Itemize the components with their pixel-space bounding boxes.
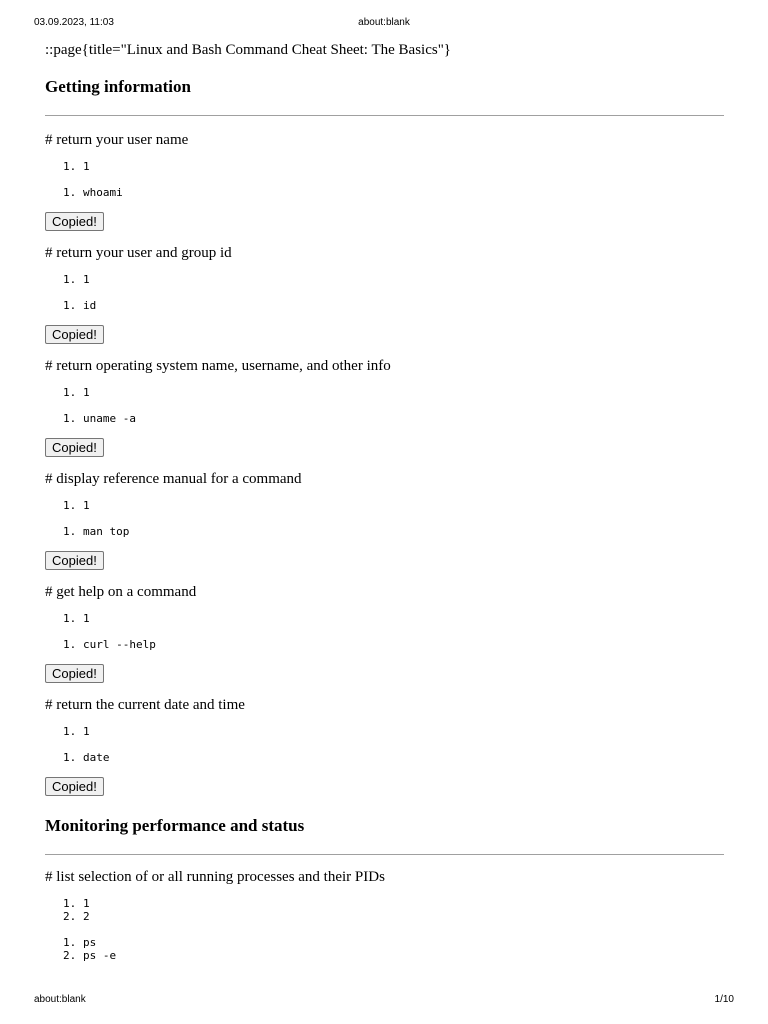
command-comment: # return your user and group id: [45, 245, 232, 261]
line-number-list: [45, 897, 724, 923]
copy-button[interactable]: Copied!: [45, 777, 104, 796]
line-number: 2: [83, 910, 90, 923]
line-number: 1: [83, 725, 90, 738]
list-item: 1. 1: [63, 499, 90, 512]
list-item: 1. uname -a: [63, 412, 136, 425]
line-number: 1: [83, 897, 90, 910]
command-comment: # display reference manual for a command: [45, 471, 302, 487]
section-divider: [45, 115, 724, 116]
list-item: 1. 1: [63, 160, 90, 173]
section-title: Monitoring performance and status: [45, 816, 305, 835]
code-list: [45, 412, 724, 425]
code-line[interactable]: ps -e: [83, 949, 117, 962]
command-block: [45, 131, 724, 231]
copy-button[interactable]: Copied!: [45, 212, 104, 231]
line-number: 1: [83, 273, 90, 286]
command-comment: # return the current date and time: [45, 697, 245, 713]
line-number: 1: [83, 612, 90, 625]
print-header: [34, 17, 734, 30]
code-line[interactable]: whoami: [83, 186, 123, 199]
code-line[interactable]: man top: [83, 525, 130, 538]
line-number-list: [45, 499, 724, 512]
code-line[interactable]: curl --help: [83, 638, 156, 651]
code-line[interactable]: date: [83, 751, 110, 764]
line-number-list: [45, 160, 724, 173]
code-list: [45, 525, 724, 538]
print-footer-url: about:blank: [34, 994, 86, 1005]
list-item: 1. curl --help: [63, 638, 156, 651]
list-item: 1. ps: [63, 936, 97, 949]
command-comment: # get help on a command: [45, 584, 197, 600]
code-line[interactable]: ps: [83, 936, 97, 949]
command-block: [45, 357, 724, 457]
line-number-list: [45, 273, 724, 286]
print-footer: [34, 994, 734, 1007]
line-number: 1: [83, 160, 90, 173]
list-item: 1. man top: [63, 525, 130, 538]
code-list: [45, 186, 724, 199]
command-block: [45, 868, 724, 962]
code-list: [45, 751, 724, 764]
command-block: [45, 244, 724, 344]
line-number-list: [45, 612, 724, 625]
list-item: 2. 2: [63, 910, 90, 923]
list-item: 1. id: [63, 299, 97, 312]
page-counter: 1/10: [714, 994, 734, 1005]
print-datetime: 03.09.2023, 11:03: [34, 17, 114, 28]
code-line[interactable]: uname -a: [83, 412, 136, 425]
list-item: 1. 1: [63, 273, 90, 286]
list-item: 2. ps -e: [63, 949, 117, 962]
command-comment: # list selection of or all running processes and their PIDs: [45, 869, 385, 885]
list-item: 1. 1: [63, 725, 90, 738]
print-page-url: about:blank: [358, 17, 410, 28]
code-list: [45, 936, 724, 962]
code-list: [45, 299, 724, 312]
copy-button[interactable]: Copied!: [45, 664, 104, 683]
copy-button[interactable]: Copied!: [45, 325, 104, 344]
document-content: [45, 41, 724, 962]
section-divider: [45, 854, 724, 855]
list-item: 1. date: [63, 751, 110, 764]
section-monitoring-performance: [45, 815, 724, 962]
page-directive: ::page{title="Linux and Bash Command Cheat Sheet: The Basics"}: [45, 42, 452, 58]
line-number-list: [45, 725, 724, 738]
line-number: 1: [83, 499, 90, 512]
list-item: 1. 1: [63, 386, 90, 399]
command-comment: # return operating system name, username, and other info: [45, 358, 391, 374]
command-block: [45, 470, 724, 570]
code-line[interactable]: id: [83, 299, 97, 312]
list-item: 1. 1: [63, 897, 90, 910]
command-comment: # return your user name: [45, 132, 189, 148]
copy-button[interactable]: Copied!: [45, 438, 104, 457]
command-block: [45, 583, 724, 683]
section-title: Getting information: [45, 77, 191, 96]
line-number: 1: [83, 386, 90, 399]
copy-button[interactable]: Copied!: [45, 551, 104, 570]
line-number-list: [45, 386, 724, 399]
section-getting-information: [45, 76, 724, 796]
code-list: [45, 638, 724, 651]
list-item: 1. whoami: [63, 186, 123, 199]
list-item: 1. 1: [63, 612, 90, 625]
command-block: [45, 696, 724, 796]
